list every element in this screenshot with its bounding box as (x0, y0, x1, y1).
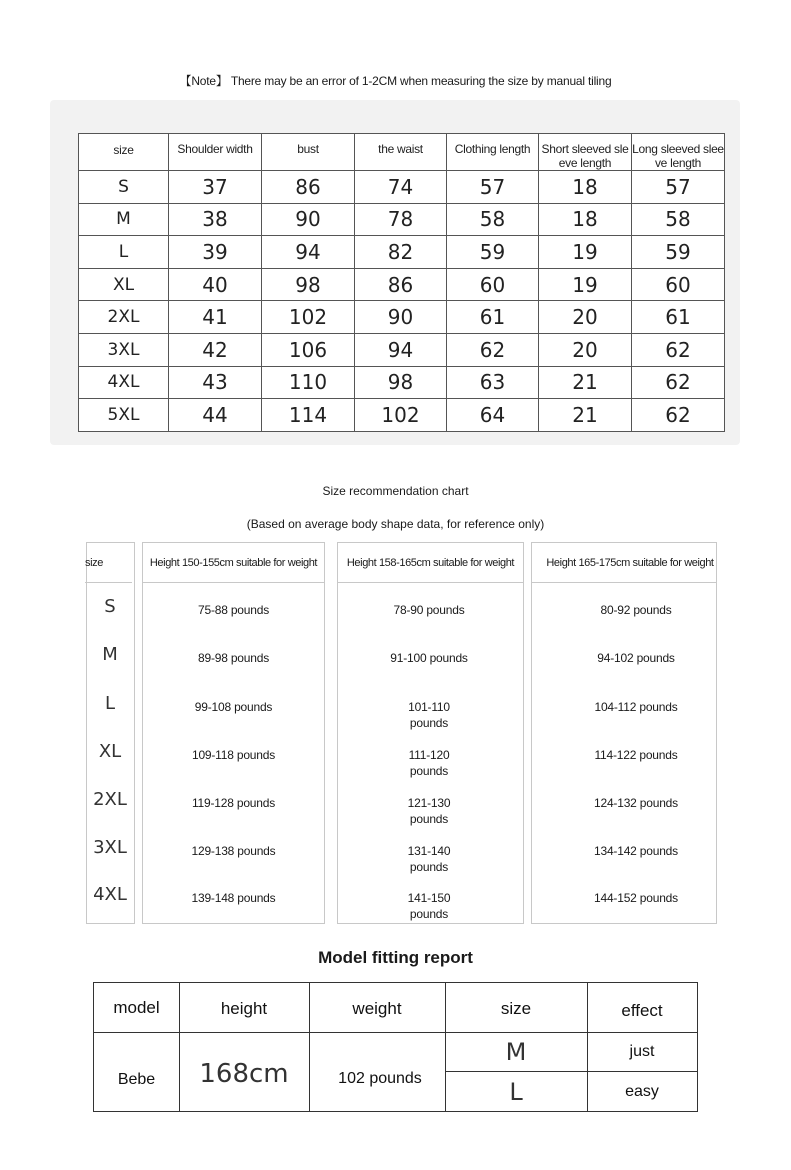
recommendation-column-3 (531, 542, 717, 924)
measurement-cell: 39 (169, 236, 262, 269)
measurement-cell: 74 (355, 171, 447, 204)
recommendation-weight-cell: 78-90 pounds (393, 603, 465, 617)
measurement-note: 【Note】 There may be an error of 1-2CM when measuring the size by manual tiling (179, 74, 612, 88)
measurement-cell: 62 (447, 333, 539, 366)
table-row (79, 366, 725, 399)
model-size-m: M (505, 1038, 527, 1066)
recommendation-weight-cell: 139-148 pounds (191, 891, 276, 905)
size-label: 3XL (79, 333, 169, 366)
measurement-cell: 58 (632, 203, 725, 236)
size-table-header-cell: size (79, 134, 169, 171)
recommendation-weight-cell: 89-98 pounds (198, 651, 269, 665)
table-border (445, 1071, 698, 1072)
measurement-cell: 19 (539, 268, 632, 301)
measurement-cell: 94 (355, 333, 447, 366)
size-table-header-cell: Short sleeved sleeve length (539, 134, 632, 171)
measurement-cell: 59 (447, 236, 539, 269)
measurement-cell: 90 (262, 203, 355, 236)
size-table-header-cell: the waist (355, 134, 447, 171)
model-report-title: Model fitting report (318, 948, 473, 967)
measurement-cell: 20 (539, 301, 632, 334)
table-row (79, 301, 725, 334)
effect-l: easy (625, 1083, 659, 1100)
size-label: M (79, 203, 169, 236)
measurement-cell: 61 (632, 301, 725, 334)
recommendation-subtitle: (Based on average body shape data, for reference only) (246, 517, 545, 531)
measurement-cell: 40 (169, 268, 262, 301)
measurement-cell: 63 (447, 366, 539, 399)
recommendation-size-label: L (104, 693, 116, 714)
recommendation-weight-cell: 80-92 pounds (600, 603, 672, 617)
recommendation-column-header: Height 158-165cm suitable for weight (338, 543, 523, 583)
recommendation-size-label: 4XL (93, 884, 127, 905)
measurement-cell: 38 (169, 203, 262, 236)
measurement-cell: 62 (632, 366, 725, 399)
recommendation-size-label: M (102, 644, 118, 665)
recommendation-size-label: 3XL (93, 837, 127, 858)
measurement-cell: 110 (262, 366, 355, 399)
effect-header: effect (621, 1001, 663, 1020)
recommendation-weight-cell: 114-122 pounds (594, 748, 678, 762)
measurement-cell: 102 (355, 399, 447, 432)
recommendation-weight-cell: 109-118 pounds (191, 748, 276, 762)
recommendation-size-label: 2XL (93, 789, 127, 810)
size-label: XL (79, 268, 169, 301)
size-label: L (79, 236, 169, 269)
model-header: model (113, 998, 160, 1017)
table-row (79, 203, 725, 236)
size-table-header-cell: Clothing length (447, 134, 539, 171)
measurement-cell: 57 (632, 171, 725, 204)
model-weight: 102 pounds (338, 1070, 422, 1087)
recommendation-weight-cell: 141-150 pounds (407, 891, 451, 921)
table-border (697, 982, 698, 1112)
model-name: Bebe (117, 1071, 156, 1088)
measurement-cell: 90 (355, 301, 447, 334)
size-header: size (500, 999, 532, 1018)
recommendation-title: Size recommendation chart (322, 484, 469, 498)
measurement-cell: 62 (632, 399, 725, 432)
recommendation-size-label: XL (98, 741, 122, 762)
measurement-cell: 94 (262, 236, 355, 269)
effect-m: just (629, 1043, 655, 1060)
recommendation-weight-cell: 119-128 pounds (191, 796, 276, 810)
recommendation-weight-cell: 99-108 pounds (194, 700, 273, 714)
measurement-cell: 98 (262, 268, 355, 301)
measurement-cell: 114 (262, 399, 355, 432)
weight-header: weight (352, 999, 402, 1018)
measurement-cell: 37 (169, 171, 262, 204)
recommendation-weight-cell: 91-100 pounds (390, 651, 468, 665)
measurement-cell: 42 (169, 333, 262, 366)
measurement-cell: 60 (447, 268, 539, 301)
measurement-cell: 58 (447, 203, 539, 236)
measurement-cell: 18 (539, 203, 632, 236)
measurement-cell: 86 (262, 171, 355, 204)
recommendation-weight-cell: 131-140 pounds (407, 844, 451, 874)
recommendation-weight-cell: 101-110 pounds (408, 700, 450, 730)
recommendation-size-label: S (104, 596, 116, 617)
size-label: 2XL (79, 301, 169, 334)
recommendation-weight-cell: 129-138 pounds (191, 844, 276, 858)
model-height: 168cm (199, 1059, 289, 1089)
measurement-cell: 98 (355, 366, 447, 399)
table-row (79, 171, 725, 204)
size-label: S (79, 171, 169, 204)
table-row (79, 268, 725, 301)
model-size-l: L (509, 1078, 523, 1106)
table-border (93, 1032, 698, 1033)
recommendation-column-1 (142, 542, 325, 924)
measurement-cell: 19 (539, 236, 632, 269)
size-label: 4XL (79, 366, 169, 399)
recommendation-weight-cell: 94-102 pounds (597, 651, 675, 665)
recommendation-size-header: size (85, 543, 132, 583)
measurement-cell: 102 (262, 301, 355, 334)
table-row (79, 236, 725, 269)
table-row (79, 399, 725, 432)
measurement-cell: 41 (169, 301, 262, 334)
size-table-header-cell: Shoulder width (169, 134, 262, 171)
measurement-cell: 61 (447, 301, 539, 334)
measurement-cell: 43 (169, 366, 262, 399)
size-table-header-cell: Long sleeved sleeve length (632, 134, 725, 171)
measurement-cell: 82 (355, 236, 447, 269)
height-header: height (220, 999, 268, 1018)
size-table (78, 133, 725, 432)
recommendation-column-header: Height 150-155cm suitable for weight (143, 543, 324, 583)
table-border (93, 982, 698, 983)
measurement-cell: 60 (632, 268, 725, 301)
recommendation-column-header: Height 165-175cm suitable for weight (532, 543, 716, 583)
measurement-cell: 59 (632, 236, 725, 269)
size-table-header-cell: bust (262, 134, 355, 171)
measurement-cell: 64 (447, 399, 539, 432)
measurement-cell: 44 (169, 399, 262, 432)
recommendation-weight-cell: 144-152 pounds (594, 891, 678, 905)
recommendation-weight-cell: 124-132 pounds (594, 796, 678, 810)
size-table-header-row (79, 134, 725, 171)
measurement-cell: 18 (539, 171, 632, 204)
measurement-cell: 78 (355, 203, 447, 236)
recommendation-weight-cell: 121-130 pounds (407, 796, 451, 826)
measurement-cell: 21 (539, 366, 632, 399)
recommendation-weight-cell: 104-112 pounds (594, 700, 678, 714)
measurement-cell: 62 (632, 333, 725, 366)
table-row (79, 333, 725, 366)
measurement-cell: 57 (447, 171, 539, 204)
measurement-cell: 20 (539, 333, 632, 366)
measurement-cell: 106 (262, 333, 355, 366)
recommendation-weight-cell: 111-120 pounds (408, 748, 450, 778)
recommendation-weight-cell: 75-88 pounds (198, 603, 269, 617)
measurement-cell: 21 (539, 399, 632, 432)
recommendation-weight-cell: 134-142 pounds (594, 844, 678, 858)
size-label: 5XL (79, 399, 169, 432)
measurement-cell: 86 (355, 268, 447, 301)
table-border (93, 1111, 698, 1112)
